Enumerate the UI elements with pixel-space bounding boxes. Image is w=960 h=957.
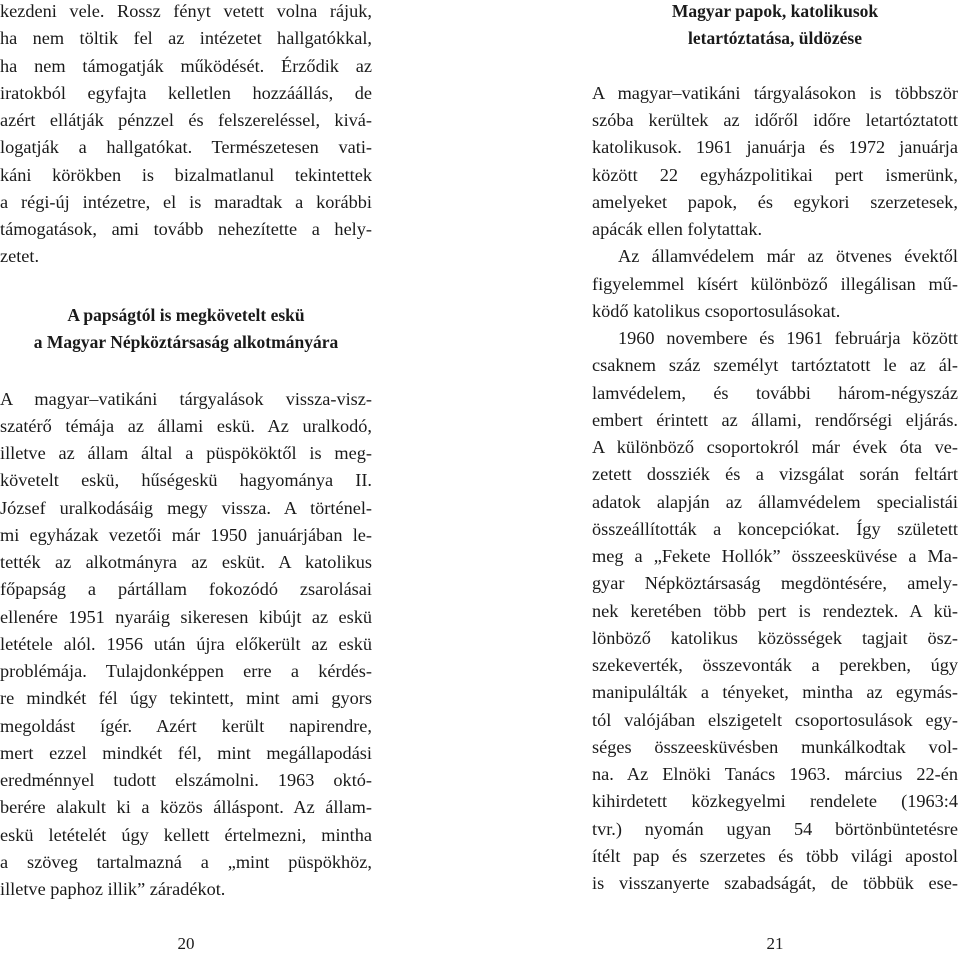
- text-line: lönböző katolikus közösségek tagjait ösz-: [592, 627, 958, 648]
- spacer: [592, 53, 958, 80]
- left-paragraph-2: [0, 386, 372, 904]
- text-line: na. Az Elnöki Tanács 1963. március 22-én: [592, 764, 958, 784]
- section-heading: [592, 0, 958, 53]
- text-line: mert ezzel mindkét fél, mint megállapodási: [0, 742, 372, 763]
- page-number-right: 21: [766, 934, 784, 953]
- text-line: összeállították a koncepciókat. Így született: [592, 518, 958, 539]
- right-page: [592, 0, 958, 897]
- text-line: eredménnyel tudott elszámolni. 1963 októ-: [0, 770, 372, 790]
- text-line: séges összeesküvésben munkálkodtak vol-: [592, 736, 958, 757]
- text-line: ha nem töltik fel az intézetet hallgatókkal,: [0, 28, 372, 49]
- text-line: A magyar–vatikáni tárgyalások vissza-visz-: [0, 388, 372, 409]
- text-line: apácák ellen folytattak.: [592, 219, 763, 239]
- text-line: ellenére 1951 nyaráig sikeresen kibújt az eskü: [0, 606, 372, 627]
- text-line: lamvédelem, és további három-négyszáz: [592, 382, 958, 403]
- text-line: mi egyházak vezetői már 1950 januárjában le-: [0, 524, 372, 545]
- text-line: illetve az állam által a püspököktől is meg-: [0, 443, 372, 463]
- heading-line: a Magyar Népköztársaság alkotmányára: [33, 332, 339, 352]
- right-paragraph-1: [592, 80, 958, 244]
- text-line: ködő katolikus csoportosulásokat.: [592, 300, 841, 321]
- text-line: főpapság a pártállam fokozódó zsarolásai: [0, 579, 372, 600]
- heading-line: Magyar papok, katolikusok: [671, 1, 879, 21]
- text-line: kezdeni vele. Rossz fényt vetett volna rájuk,: [0, 1, 372, 21]
- text-line: a régi-új intézetre, el is maradtak a korábbi: [0, 191, 372, 212]
- text-line: József uralkodásáig megy vissza. A történel-: [0, 497, 372, 518]
- text-line: támogatások, ami tovább nehezítette a hely-: [0, 219, 372, 239]
- heading-line: letartóztatása, üldözése: [688, 28, 862, 49]
- text-line: amelyeket papok, és egykori szerzetesek,: [592, 191, 958, 212]
- text-line: csaknem száz személyt tartóztatott le az ál-: [592, 355, 958, 376]
- text-line: eskü letételét úgy kellett értelmezni, mintha: [0, 824, 372, 845]
- text-line: meg a „Fekete Hollók” összeesküvése a Ma-: [592, 546, 958, 566]
- text-line: szóba kerültek az időről időre letartóztatott: [592, 110, 958, 130]
- text-line: káni körökben is bizalmatlanul tekintettek: [0, 164, 372, 185]
- text-line: 1960 novembere és 1961 februárja között: [618, 328, 958, 348]
- heading-line: A papságtól is megkövetelt eskü: [67, 304, 305, 325]
- text-line: iratokból egyfajta kelletlen hozzáállás, de: [0, 82, 372, 103]
- text-line: katolikusok. 1961 januárja és 1972 januárja: [592, 137, 958, 158]
- text-line: zetett dossziék és a vizsgálat során feltárt: [592, 464, 958, 485]
- text-line: manipulálták a tényeket, mintha az egymás-: [592, 682, 958, 703]
- text-line: szatérő témája az állami eskü. Az uralkodó,: [0, 415, 372, 436]
- section-heading: [0, 302, 372, 357]
- text-line: nek keretében több pert is rendeztek. A kü-: [592, 600, 958, 621]
- text-line: követelt eskü, hűségeskü hagyománya II.: [0, 470, 372, 491]
- text-line: a szöveg tartalmazná a „mint püspökhöz,: [0, 851, 372, 872]
- text-line: re mindkét fél úgy tekintett, mint ami gyors: [0, 688, 372, 709]
- text-line: ítélt pap és szerzetes és több világi apostol: [592, 845, 958, 866]
- text-line: berére alakult ki a közös álláspont. Az állam-: [0, 797, 372, 818]
- text-line: is visszanyerte szabadságát, de többük ese-: [592, 873, 958, 893]
- text-line: ha nem támogatják működését. Érződik az: [0, 55, 372, 76]
- text-line: Az államvédelem már az ötvenes évektől: [618, 246, 958, 267]
- text-line: azért ellátják pénzzel és felszereléssel, kivá-: [0, 110, 372, 130]
- text-line: között 22 egyházpolitikai pert ismerünk,: [592, 164, 958, 185]
- text-line: A különböző csoportokról már évek óta ve-: [592, 437, 958, 457]
- text-line: A magyar–vatikáni tárgyalásokon is többször: [592, 82, 958, 103]
- text-line: megoldást ígér. Azért került napirendre,: [0, 715, 372, 736]
- left-paragraph-1: [0, 0, 372, 271]
- page-number-left: 20: [177, 934, 195, 953]
- text-line: embert érintett az állami, rendőrségi eljárás.: [592, 409, 958, 430]
- text-line: adatok alapján az államvédelem specialistái: [592, 491, 958, 512]
- text-line: tették az alkotmányra az esküt. A katolikus: [0, 552, 372, 572]
- spacer: [0, 271, 372, 298]
- left-page: [0, 0, 372, 903]
- text-line: tvr.) nyomán ugyan 54 börtönbüntetésre: [592, 818, 958, 839]
- text-line: figyelemmel kísért különböző illegálisan mű-: [592, 273, 958, 294]
- text-line: problémája. Tulajdonképpen erre a kérdés-: [0, 661, 372, 681]
- text-line: logatják a hallgatókat. Természetesen vati-: [0, 137, 372, 158]
- text-line: zetet.: [0, 246, 40, 267]
- text-line: letétele alól. 1956 után újra előkerült az eskü: [0, 633, 372, 654]
- text-line: tól valójában elszigetelt csoportosulások egy-: [592, 709, 958, 730]
- right-paragraph-2: [592, 243, 958, 325]
- text-line: gyar Népköztársaság megdöntésére, amely-: [592, 573, 958, 594]
- spacer: [0, 356, 372, 383]
- text-line: szekeverték, összevonták a perekben, úgy: [592, 655, 958, 675]
- right-paragraph-3: [592, 325, 958, 897]
- text-line: kihirdetett közkegyelmi rendelete (1963:4: [592, 791, 958, 812]
- text-line: illetve paphoz illik” záradékot.: [0, 879, 226, 899]
